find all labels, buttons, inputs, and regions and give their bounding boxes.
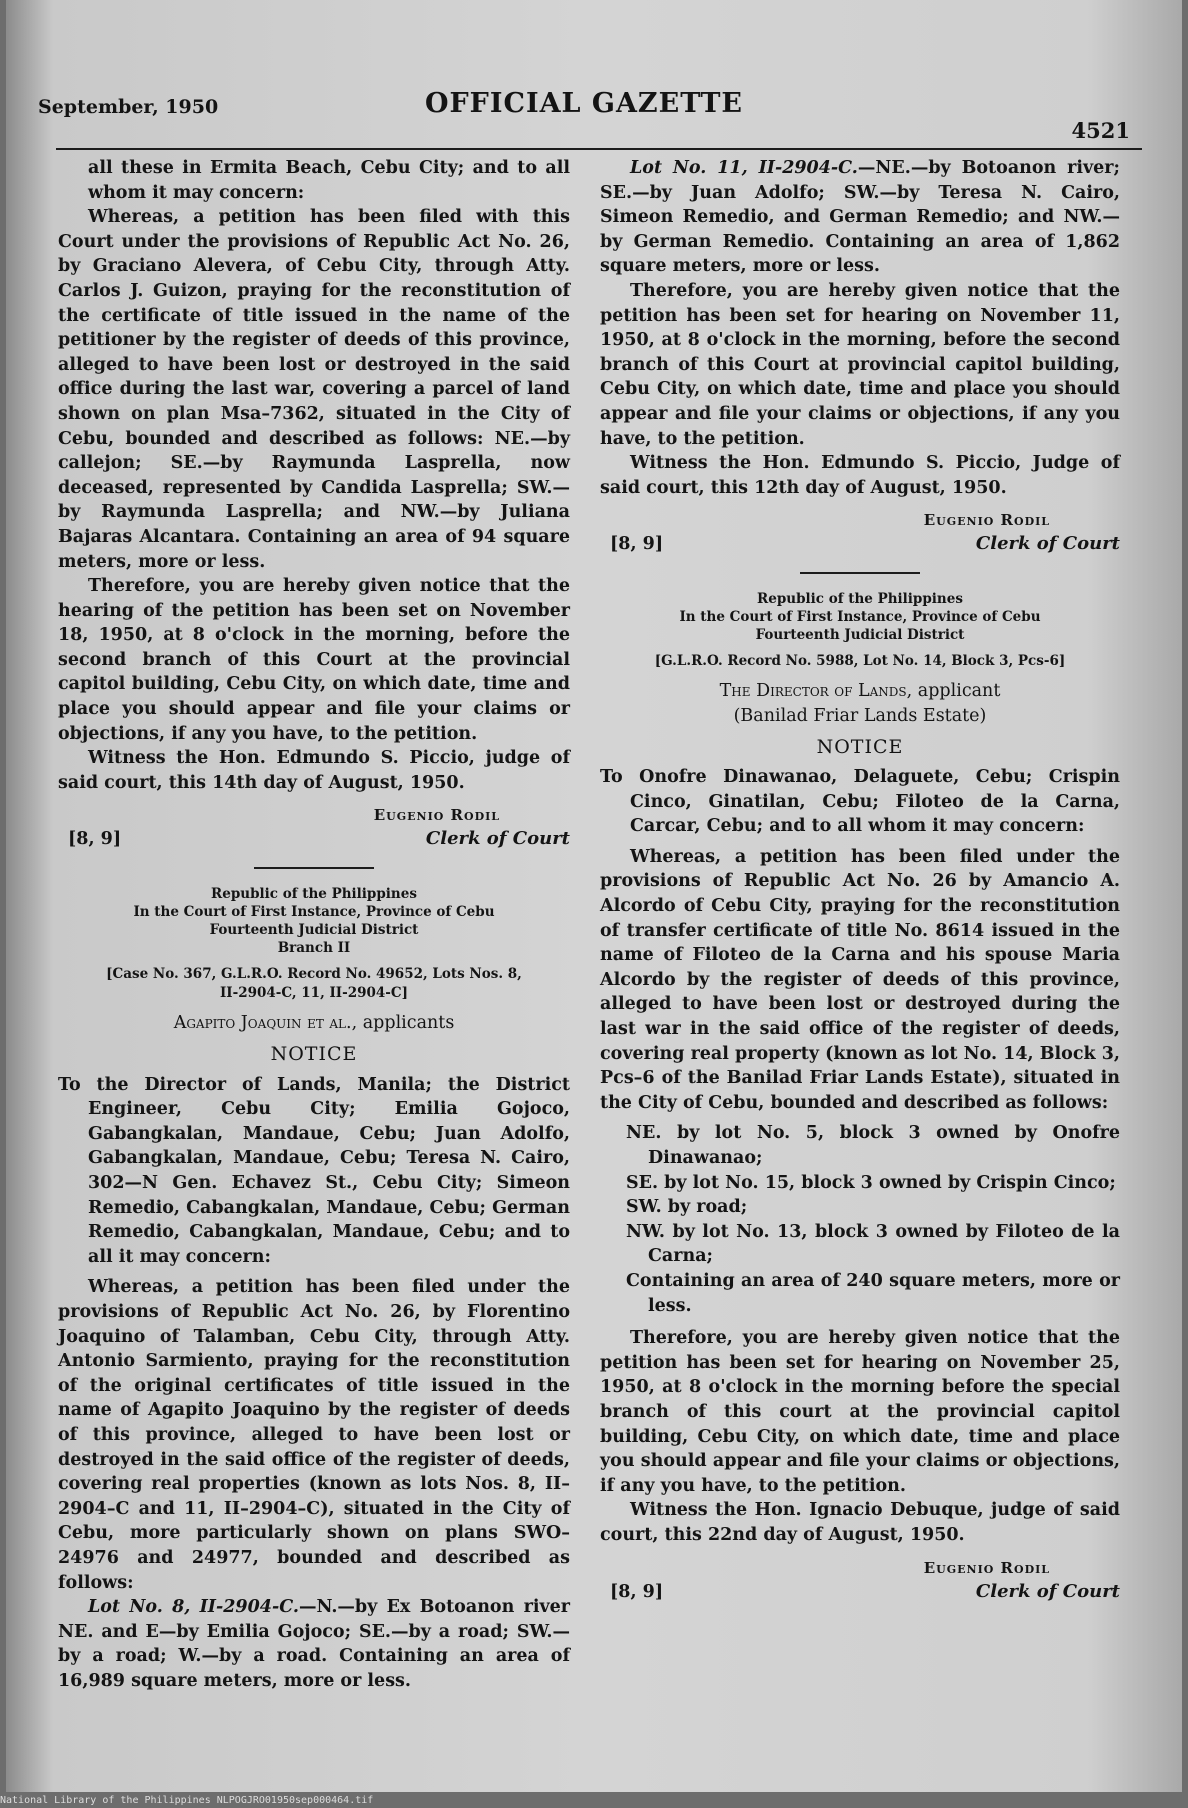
case-reference	[58, 965, 570, 1003]
section-divider	[800, 572, 920, 574]
header-rule	[56, 148, 1142, 150]
signatory-name: Eugenio Rodil	[373, 806, 500, 825]
therefore-paragraph: Therefore, you are hereby given notice that the petition has been set for hearing on November 11, 1950, at 8 o'clock in the morning, before the second branch of this Court at provincial capitol building, Cebu City, on which date, time and place you should appear and file your claims or objections, if any you have, to the petition.	[600, 280, 1120, 449]
header-date: September, 1950	[38, 96, 219, 118]
court-line: Republic of the Philippines	[211, 886, 417, 903]
page-header	[38, 84, 1130, 143]
estate-name: (Banilad Friar Lands Estate)	[733, 705, 987, 726]
court-line: Fourteenth Judicial District	[209, 922, 419, 939]
case-line: II-2904-C, 11, II-2904-C]	[219, 985, 409, 1002]
boundary-item: NW. by lot No. 13, block 3 owned by Filoteo de la Carna;	[626, 1221, 1120, 1267]
signatory-name: Eugenio Rodil	[923, 1558, 1050, 1577]
court-line: Branch II	[277, 940, 351, 957]
boundary-item: Containing an area of 240 square meters, more or less.	[626, 1270, 1120, 1316]
intro-paragraph: all these in Ermita Beach, Cebu City; and to all whom it may concern:	[88, 158, 570, 203]
lot-8-paragraph	[58, 1595, 570, 1693]
court-line: Fourteenth Judicial District	[755, 627, 965, 644]
applicant-name: The Director of Lands,	[719, 681, 913, 702]
court-heading	[600, 590, 1120, 644]
lot-8-text: —N.—by Ex Botoanon river NE. and E—by Emilia Gojoco; SE.—by a road; SW.—by a road; W.—by a road. Containing an area of 16,989 square meters, more or less.	[58, 1597, 570, 1691]
scan-footer: National Library of the Philippines NLPOGJRO01950sep000464.tif	[0, 1795, 374, 1806]
case-line: [Case No. 367, G.L.R.O. Record No. 49652, Lots Nos. 8,	[106, 966, 522, 983]
boundary-item: SE. by lot No. 15, block 3 owned by Crispin Cinco;	[626, 1172, 1116, 1193]
case-reference	[600, 652, 1120, 671]
court-heading	[58, 885, 570, 957]
lot-11-paragraph	[600, 156, 1120, 279]
lot-11-text: —NE.—by Botoanon river; SE.—by Juan Adolfo; SW.—by Teresa N. Cairo, Simeon Remedio, and German Remedio; and NW.—by German Remedio. Containing an area of 1,862 square meters, more or less.	[600, 158, 1120, 277]
header-title: OFFICIAL GAZETTE	[424, 88, 744, 119]
parties-line	[600, 679, 1120, 728]
therefore-paragraph-2: Therefore, you are hereby given notice that the petition has been set for hearing on November 25, 1950, at 8 o'clock in the morning before the special branch of this court at the provincial capitol building, Cebu City, on which date, time and place you should appear and file your claims or objections, if any you have, to the petition.	[600, 1328, 1120, 1496]
lot-8-label: Lot No. 8, II-2904-C.	[88, 1597, 299, 1618]
addressees-paragraph: To Onofre Dinawanao, Delaguete, Cebu; Crispin Cinco, Ginatilan, Cebu; Filoteo de la Carna, Carcar, Cebu; and to all whom it may concern:	[600, 767, 1120, 837]
applicant-name: Agapito Joaquin et al.,	[173, 1013, 358, 1034]
signatory-name: Eugenio Rodil	[923, 511, 1050, 530]
boundary-item: SW. by road;	[626, 1197, 748, 1218]
gazette-page	[6, 0, 1182, 1792]
whereas-paragraph-2: Whereas, a petition has been filed under the provisions of Republic Act No. 26, by Florentino Joaquino of Talamban, Cebu City, through Atty. Antonio Sarmiento, praying for the reconstitution of the original certificates of title issued in the name of Agapito Joaquino by the register of deeds of this province, alleged to have been lost or destroyed in the said office of the register of deeds, covering real properties (known as lots Nos. 8, II–2904–C and 11, II–2904–C), situated in the City of Cebu, more particularly shown on plans SWO–24976 and 24977, bounded and described as follows:	[58, 1277, 570, 1593]
parties-line	[58, 1011, 570, 1036]
applicant-role: applicant	[917, 681, 1001, 702]
whereas-paragraph-2: Whereas, a petition has been filed under the provisions of Republic Act No. 26 by Amancio A. Alcordo of Cebu City, praying for the reconstitution of transfer certificate of title No. 8614 issued in the name of Filoteo de la Carna and his spouse Maria Alcordo by the register of deeds of this province, alleged to have been lost or destroyed during the last war in the said office of the register of deeds, covering real property (known as lot No. 14, Block 3, Pcs–6 of the Banilad Friar Lands Estate), situated in the City of Cebu, bounded and described as follows:	[600, 846, 1120, 1113]
signatory-title: Clerk of Court	[975, 1580, 1120, 1602]
boundary-item: NE. by lot No. 5, block 3 owned by Onofre Dinawanao;	[626, 1123, 1120, 1168]
court-line: Republic of the Philippines	[757, 591, 963, 608]
boundaries-list	[600, 1121, 1120, 1318]
witness-paragraph: Witness the Hon. Edmundo S. Piccio, judge of said court, this 14th day of August, 1950.	[58, 748, 570, 793]
right-column	[600, 156, 1120, 1606]
notice-heading: NOTICE	[816, 735, 904, 758]
court-line: In the Court of First Instance, Province of Cebu	[133, 904, 495, 921]
left-column	[58, 156, 570, 1693]
signatory-title: Clerk of Court	[425, 828, 570, 850]
section-divider	[254, 867, 374, 869]
lot-11-label: Lot No. 11, II-2904-C.	[630, 158, 858, 178]
court-line: In the Court of First Instance, Province of Cebu	[679, 609, 1041, 626]
witness-paragraph: Witness the Hon. Edmundo S. Piccio, Judge of said court, this 12th day of August, 1950.	[600, 453, 1120, 498]
therefore-paragraph: Therefore, you are hereby given notice that the hearing of the petition has been set on November 18, 1950, at 8 o'clock in the morning, before the second branch of this Court at the provincial capitol building, Cebu City, on which date, time and place you should appear and file your claims or objections, if any you have, to the petition.	[58, 576, 570, 744]
issue-tag: [8, 9]	[68, 829, 122, 850]
whereas-paragraph: Whereas, a petition has been filed with this Court under the provisions of Republic Act No. 26, by Graciano Alevera, of Cebu City, through Atty. Carlos J. Guizon, praying for the reconstitution of the certificate of title issued in the name of the petitioner by the register of deeds of this province, alleged to have been lost or destroyed in the said office during the last war, covering a parcel of land shown on plan Msa–7362, situated in the City of Cebu, bounded and described as follows: NE.—by callejon; SE.—by Raymunda Lasprella, now deceased, represented by Candida Lasprella; SW.—by Raymunda Lasprella; and NW.—by Juliana Bajaras Alcantara. Containing an area of 94 square meters, more or less.	[58, 207, 570, 572]
signature-block-2	[600, 1556, 1120, 1606]
notice-heading: NOTICE	[270, 1043, 358, 1066]
header-page-number: 4521	[1071, 118, 1130, 143]
case-line: [G.L.R.O. Record No. 5988, Lot No. 14, Block 3, Pcs-6]	[654, 653, 1066, 670]
signature-block	[58, 803, 570, 853]
issue-tag: [8, 9]	[610, 534, 664, 555]
addressees-paragraph: To the Director of Lands, Manila; the District Engineer, Cebu City; Emilia Gojoco, Gabangkalan, Mandaue, Cebu; Juan Adolfo, Gabangkalan, Mandaue, Cebu; Teresa N. Cairo, 302—N Gen. Echavez St., Cebu City; Simeon Remedio, Cabangkalan, Mandaue, Cebu; German Remedio, Cabangkalan, Mandaue, Cebu; and to all it may concern:	[58, 1074, 570, 1267]
applicant-role: applicants	[362, 1013, 455, 1034]
signature-block	[600, 508, 1120, 558]
issue-tag: [8, 9]	[610, 1581, 664, 1602]
witness-paragraph-2: Witness the Hon. Ignacio Debuque, judge of said court, this 22nd day of August, 1950.	[600, 1500, 1120, 1545]
signatory-title: Clerk of Court	[975, 533, 1120, 555]
